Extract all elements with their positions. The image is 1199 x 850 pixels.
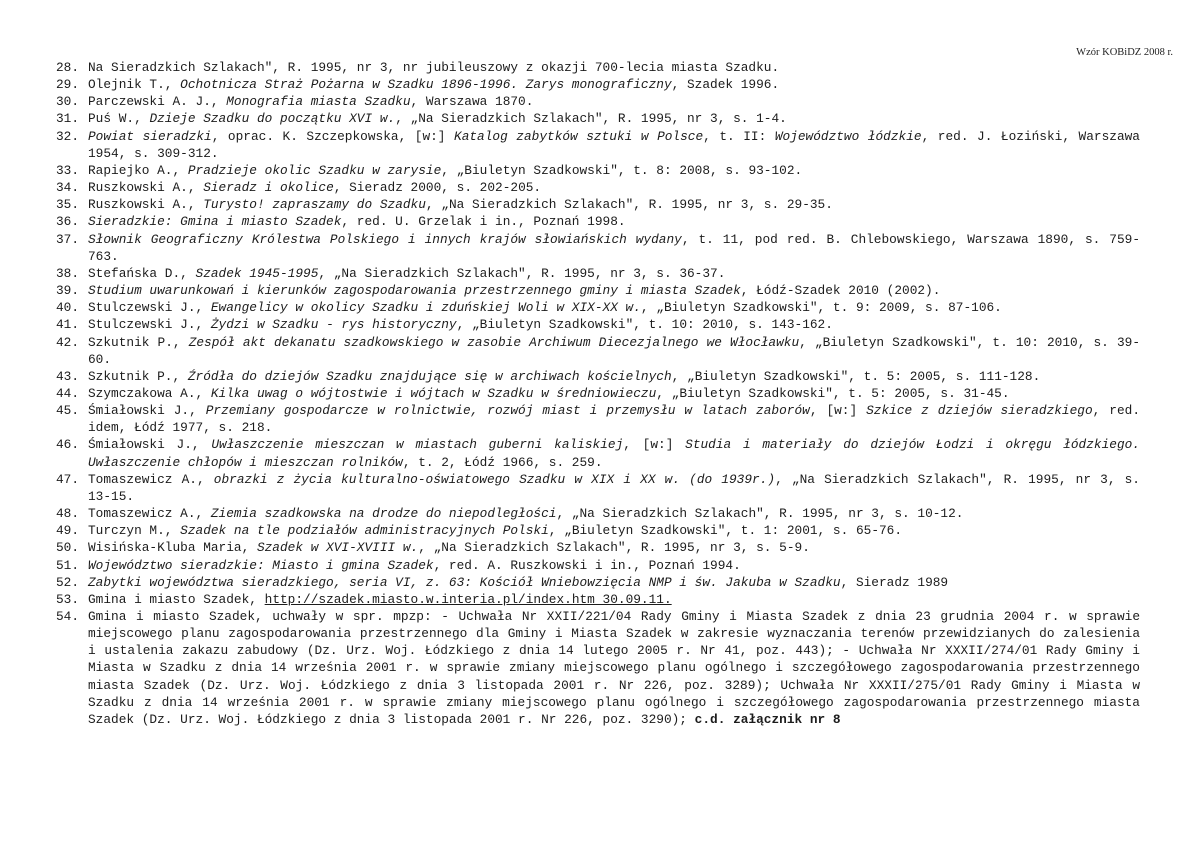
continuation-note: c.d. załącznik nr 8 (694, 711, 841, 727)
entry-number: 39. (56, 283, 80, 299)
entry-text-segment: Ruszkowski A., (88, 180, 204, 196)
entry-title-italic: Uwłaszczenie mieszczan w miastach guberni kaliskiej (211, 437, 624, 453)
entry-text-segment: Gmina i miasto Szadek, uchwały w spr. mpzp: - Uchwała Nr XXII/221/04 Rady Gminy i Miasta Szadek z dnia 23 grudnia 2004 r. w sprawie miejscowego planu zagospodarowania przestrzennego dla Gminy i Miasta Szadek w zakresie wyznaczania terenów przewidzianych do zalesienia i ustalenia zakazu zabudowy (Dz. Urz. Woj. Łódzkiego z dnia 14 lutego 2005 r. Nr 41, poz. 443); - Uchwała Nr XXXII/274/01 Rady Gminy i Miasta w Szadku z dnia 14 września 2001 r. w sprawie zmiany miejscowego planu ogólnego i szczegółowego zagospodarowania przestrzennego miasta Szadek (Dz. Urz. Woj. Łódzkiego z dnia 3 listopada 2001 r. Nr 226, poz. 3289); Uchwała Nr XXXII/275/01 Rady Gminy i Miasta w Szadku z dnia 14 września 2001 r. w sprawie zmiany miejscowego planu ogólnego i szczegółowego zagospodarowania przestrzennego miasta Szadek (Dz. Urz. Woj. Łódzkiego z dnia 3 listopada 2001 r. Nr 226, poz. 3290); (88, 609, 1140, 727)
bibliography-entry (56, 557, 1140, 574)
bibliography-entry (56, 505, 1140, 522)
entry-text-segment: , „Na Sieradzkich Szlakach", R. 1995, nr 3, s. 13-15. (88, 471, 1140, 504)
entry-text-segment: Szymczakowa A., (88, 385, 211, 401)
entry-text (88, 282, 1140, 299)
entry-text (88, 557, 1140, 574)
bibliography-entry (56, 110, 1140, 127)
entry-text-segment: Stulczewski J., (88, 317, 211, 333)
bibliography-entry (56, 93, 1140, 110)
bibliography-entry (56, 539, 1140, 556)
entry-number: 52. (56, 574, 80, 590)
entry-text-segment: Puś W., (88, 111, 150, 127)
entry-text-segment: Olejnik T., (88, 77, 181, 93)
entry-text-segment: , „Biuletyn Szadkowski", t. 1: 2001, s. 65-76. (548, 523, 903, 539)
entry-number: 28. (56, 60, 80, 75)
entry-number: 46. (56, 437, 80, 453)
entry-title-italic: Sieradz i okolice (203, 180, 334, 196)
entry-text-segment: , [w:] (809, 403, 867, 419)
bibliography-entry (56, 231, 1140, 265)
entry-text-segment: , Szadek 1996. (671, 77, 780, 93)
entry-text-segment: Szkutnik P., (88, 334, 189, 350)
entry-text-segment: Rapiejko A., (88, 162, 188, 178)
entry-title-italic: Przemiany gospodarcze w rolnictwie, rozwój miast i przemysłu w latach zaborów (205, 403, 810, 419)
entry-text-segment: , Sieradz 2000, s. 202-205. (333, 180, 542, 196)
entry-text (88, 316, 1140, 333)
entry-number: 43. (56, 368, 80, 384)
entry-text-segment: , t. II: (703, 128, 775, 144)
entry-text (88, 505, 1140, 522)
entry-number: 51. (56, 557, 80, 573)
entry-text-segment: , Warszawa 1870. (410, 94, 534, 110)
entry-number: 32. (56, 128, 80, 144)
entry-text-segment: Tomaszewicz A., (88, 471, 214, 487)
entry-number: 31. (56, 111, 80, 127)
entry-title-italic: Źródła do dziejów Szadku znajdujące się w archiwach kościelnych (187, 368, 672, 384)
entry-text-segment: Parczewski A. J., (88, 94, 227, 110)
bibliography-entry (56, 591, 1140, 608)
entry-text-segment: , red. J. Łoziński, Warszawa 1954, s. 309-312. (88, 128, 1140, 161)
entry-text-segment: , „Na Sieradzkich Szlakach", R. 1995, nr 3, s. 29-35. (425, 197, 833, 213)
entry-text-segment: Stulczewski J., (88, 300, 211, 316)
entry-text-segment: , red. U. Grzelak i in., Poznań 1998. (341, 214, 626, 230)
entry-text (88, 591, 1140, 608)
entry-title-italic: Słownik Geograficzny Królestwa Polskiego i innych krajów słowiańskich wydany (88, 231, 682, 247)
entry-number: 53. (56, 591, 80, 607)
entry-title-italic: Studium uwarunkowań i kierunków zagospodarowania przestrzennego gminy i miasta Szadek (88, 283, 741, 299)
bibliography-entry (56, 299, 1140, 316)
entry-title-italic: Zabytki województwa sieradzkiego, seria VI, z. 63: Kościół Wniebowzięcia NMP i św. Jakuba w Szadku (88, 574, 841, 590)
entry-text (88, 93, 1140, 110)
entry-text-segment: Na Sieradzkich Szlakach", R. 1995, nr 3, nr jubileuszowy z okazji 700-lecia miasta Szadku. (88, 60, 780, 75)
entry-text (88, 471, 1140, 505)
entry-number: 41. (56, 317, 80, 333)
entry-text-segment: Turczyn M., (88, 523, 181, 539)
bibliography-entry (56, 471, 1140, 505)
entry-text-segment: , „Na Sieradzkich Szlakach", R. 1995, nr 3, s. 5-9. (418, 540, 810, 556)
entry-text-segment: , Sieradz 1989 (840, 574, 949, 590)
entry-text-segment: , „Biuletyn Szadkowski", t. 5: 2005, s. 31-45. (656, 385, 1010, 401)
entry-text (88, 162, 1140, 179)
bibliography-entry (56, 574, 1140, 591)
entry-title-italic: Województwo łódzkie (774, 128, 922, 144)
bibliography-entry (56, 316, 1140, 333)
entry-text (88, 574, 1140, 591)
entry-title-italic: Ewangelicy w okolicy Szadku i zduńskiej Woli w XIX-XX w. (210, 300, 641, 316)
bibliography-entry (56, 608, 1140, 728)
entry-text-segment: , oprac. K. Szczepkowska, [w:] (211, 128, 455, 144)
bibliography-entry (56, 436, 1140, 470)
entry-text-segment: , „Na Sieradzkich Szlakach", R. 1995, nr 3, s. 10-12. (556, 506, 964, 522)
entry-number: 33. (56, 162, 80, 178)
bibliography-entry (56, 368, 1140, 385)
entry-text-segment: , „Na Sieradzkich Szlakach", R. 1995, nr 3, s. 36-37. (318, 265, 726, 281)
entry-text-segment: Wisińska-Kluba Maria, (88, 540, 257, 556)
entry-title-italic: Katalog zabytków sztuki w Polsce (454, 128, 704, 144)
entry-text (88, 436, 1140, 470)
entry-title-italic: Sieradzkie: Gmina i miasto Szadek (88, 214, 342, 230)
entry-number: 35. (56, 197, 80, 213)
bibliography-entry (56, 59, 1140, 76)
entry-title-italic: Województwo sieradzkie: Miasto i gmina Szadek (88, 557, 434, 573)
entry-text-segment: Śmiałowski J., (88, 437, 212, 453)
entry-text-segment: Gmina i miasto Szadek, (88, 591, 265, 607)
entry-link[interactable]: http://szadek.miasto.w.interia.pl/index.htm 30.09.11. (264, 591, 672, 607)
entry-text (88, 522, 1140, 539)
entry-number: 50. (56, 540, 80, 556)
entry-title-italic: obrazki z życia kulturalno-oświatowego Szadku w XIX i XX w. (do 1939r.) (213, 471, 776, 487)
entry-title-italic: Zespół akt dekanatu szadkowskiego w zasobie Archiwum Diecezjalnego we Włocławku (188, 334, 800, 350)
bibliography-list (56, 59, 1140, 728)
entry-title-italic: Pradzieje okolic Szadku w zarysie (187, 162, 442, 178)
bibliography-entry (56, 162, 1140, 179)
entry-title-italic: Szadek 1945-1995 (195, 265, 319, 281)
entry-title-italic: Szadek na tle podziałów administracyjnych Polski (180, 523, 549, 539)
entry-text (88, 368, 1140, 385)
entry-title-italic: Studia i materiały do dziejów Łodzi i okręgu łódzkiego. Uwłaszczenie chłopów i mieszczan rolników (88, 437, 1140, 470)
entry-number: 34. (56, 180, 80, 196)
entry-text-segment: , „Biuletyn Szadkowski", t. 10: 2010, s. 143-162. (456, 317, 833, 333)
entry-text (88, 385, 1140, 402)
entry-text (88, 299, 1140, 316)
bibliography-entry (56, 128, 1140, 162)
entry-title-italic: Szkice z dziejów sieradzkiego (866, 403, 1093, 419)
entry-text (88, 231, 1140, 265)
entry-title-italic: Ochotnicza Straż Pożarna w Szadku 1896-1996. Zarys monograficzny (180, 77, 672, 93)
entry-text-segment: , „Na Sieradzkich Szlakach", R. 1995, nr 3, s. 1-4. (395, 111, 787, 127)
entry-text (88, 539, 1140, 556)
entry-text (88, 76, 1140, 93)
entry-title-italic: Szadek w XVI-XVIII w. (256, 540, 419, 556)
entry-text (88, 179, 1140, 196)
entry-title-italic: Turysto! zapraszamy do Szadku (203, 197, 426, 213)
entry-title-italic: Żydzi w Szadku - rys historyczny (210, 317, 457, 333)
entry-number: 29. (56, 77, 80, 93)
entry-text (88, 59, 1140, 76)
entry-text-segment: , „Biuletyn Szadkowski", t. 5: 2005, s. 111-128. (671, 368, 1041, 384)
entry-title-italic: Ziemia szadkowska na drodze do niepodległości (210, 506, 557, 522)
entry-text (88, 265, 1140, 282)
entry-text-segment: , „Biuletyn Szadkowski", t. 9: 2009, s. 87-106. (640, 300, 1002, 316)
bibliography-entry (56, 76, 1140, 93)
entry-number: 54. (56, 609, 80, 624)
entry-number: 40. (56, 300, 80, 316)
entry-number: 36. (56, 214, 80, 230)
entry-text-segment: , red. A. Ruszkowski i in., Poznań 1994. (433, 557, 741, 573)
bibliography-entry (56, 265, 1140, 282)
entry-title-italic: Dzieje Szadku do początku XVI w. (149, 111, 396, 127)
entry-number: 30. (56, 94, 80, 110)
entry-number: 44. (56, 385, 80, 401)
entry-text (88, 402, 1140, 436)
entry-text-segment: Śmiałowski J., (88, 403, 206, 419)
entry-text (88, 608, 1140, 728)
entry-title-italic: Powiat sieradzki (88, 128, 212, 144)
entry-text (88, 334, 1140, 368)
entry-text-segment: , t. 11, pod red. B. Chlebowskiego, Warszawa 1890, s. 759-763. (88, 231, 1140, 264)
entry-number: 42. (56, 334, 80, 350)
bibliography-entry (56, 385, 1140, 402)
entry-text (88, 213, 1140, 230)
entry-text (88, 128, 1140, 162)
entry-text (88, 196, 1140, 213)
entry-text-segment: , [w:] (623, 437, 686, 453)
entry-text-segment: Ruszkowski A., (88, 197, 204, 213)
entry-text (88, 110, 1140, 127)
bibliography-entry (56, 522, 1140, 539)
entry-title-italic: Kilka uwag o wójtostwie i wójtach w Szadku w średniowieczu (210, 385, 657, 401)
entry-number: 38. (56, 265, 80, 281)
entry-text-segment: , Łódź-Szadek 2010 (2002). (740, 283, 941, 299)
form-note: Wzór KOBiDZ 2008 r. (1076, 47, 1173, 58)
entry-title-italic: Monografia miasta Szadku (226, 94, 411, 110)
entry-text-segment: , t. 2, Łódź 1966, s. 259. (402, 454, 603, 470)
entry-text-segment: , „Biuletyn Szadkowski", t. 8: 2008, s. 93-102. (441, 162, 803, 178)
bibliography-entry (56, 402, 1140, 436)
bibliography-entry (56, 334, 1140, 368)
bibliography-entry (56, 196, 1140, 213)
entry-number: 49. (56, 523, 80, 539)
entry-text-segment: , red. idem, Łódź 1977, s. 218. (88, 403, 1141, 436)
entry-number: 37. (56, 231, 80, 247)
entry-number: 48. (56, 506, 80, 522)
bibliography-entry (56, 213, 1140, 230)
bibliography-entry (56, 179, 1140, 196)
entry-text-segment: , „Biuletyn Szadkowski", t. 10: 2010, s. 39-60. (88, 334, 1140, 367)
entry-text-segment: Szkutnik P., (88, 368, 188, 384)
entry-text-segment: Stefańska D., (88, 265, 196, 281)
entry-number: 45. (56, 403, 80, 419)
entry-text-segment: Tomaszewicz A., (88, 506, 211, 522)
entry-number: 47. (56, 471, 80, 487)
bibliography-entry (56, 282, 1140, 299)
